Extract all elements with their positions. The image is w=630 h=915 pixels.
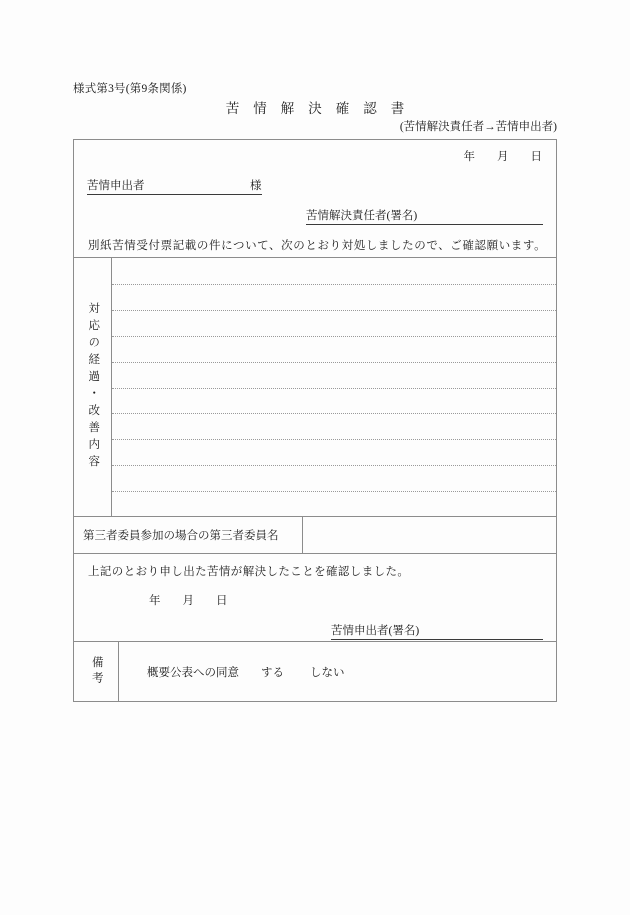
confirmation-sentence: 上記のとおり申し出た苦情が解決したことを確認しました。 (88, 566, 410, 578)
writing-rule-line (112, 413, 556, 414)
addressee-honorific: 様 (249, 177, 262, 195)
addressee-field[interactable] (87, 177, 262, 195)
responsible-signature-field[interactable]: 苦情解決責任者(署名) (306, 207, 543, 225)
third-party-row (74, 516, 556, 553)
remarks-label-text: 備考 (90, 656, 103, 687)
page-title: 苦情解決確認書 (225, 101, 419, 116)
confirm-date-year: 年 (149, 595, 161, 607)
response-detail-label (74, 258, 112, 516)
confirmation-row (74, 553, 556, 641)
response-detail-input[interactable] (112, 258, 556, 516)
issue-date-line (464, 148, 543, 164)
remarks-row (74, 641, 556, 701)
consent-choice-line (147, 664, 345, 680)
complainant-signature-field[interactable]: 苦情申出者(署名) (331, 622, 543, 640)
third-party-label: 第三者委員参加の場合の第三者委員名 (74, 517, 303, 553)
form-code: 様式第3号(第9条関係) (73, 83, 187, 95)
issue-date-year: 年 (463, 151, 475, 163)
remarks-body (119, 642, 556, 701)
consent-option-yes[interactable]: する (261, 667, 284, 679)
confirm-date-day: 日 (216, 595, 228, 607)
form-table (73, 139, 557, 702)
writing-rule-line (112, 439, 556, 440)
consent-label: 概要公表への同意 (147, 667, 239, 679)
writing-rule-line (112, 336, 556, 337)
issue-date-month: 月 (497, 151, 509, 163)
writing-rule-line (112, 491, 556, 492)
writing-rule-line (112, 388, 556, 389)
response-detail-row (74, 257, 556, 516)
confirm-date-month: 月 (182, 595, 194, 607)
addressee-label: 苦情申出者 (87, 177, 249, 195)
writing-rule-line (112, 284, 556, 285)
confirmation-date-line[interactable] (149, 592, 228, 608)
direction-note: (苦情解決責任者→苦情申出者) (399, 121, 557, 133)
consent-option-no[interactable]: しない (310, 667, 345, 679)
writing-rule-line (112, 465, 556, 466)
lead-sentence: 別紙苦情受付票記載の件について、次のとおり対処しましたので、ご確認願います。 (88, 240, 547, 252)
writing-rule-line (112, 362, 556, 363)
writing-rule-line (112, 310, 556, 311)
response-detail-label-text: 対応の経過・改善内容 (87, 302, 100, 472)
issue-date-day: 日 (530, 151, 542, 163)
head-row (74, 140, 556, 257)
third-party-input[interactable] (303, 517, 556, 553)
remarks-label (74, 642, 119, 701)
